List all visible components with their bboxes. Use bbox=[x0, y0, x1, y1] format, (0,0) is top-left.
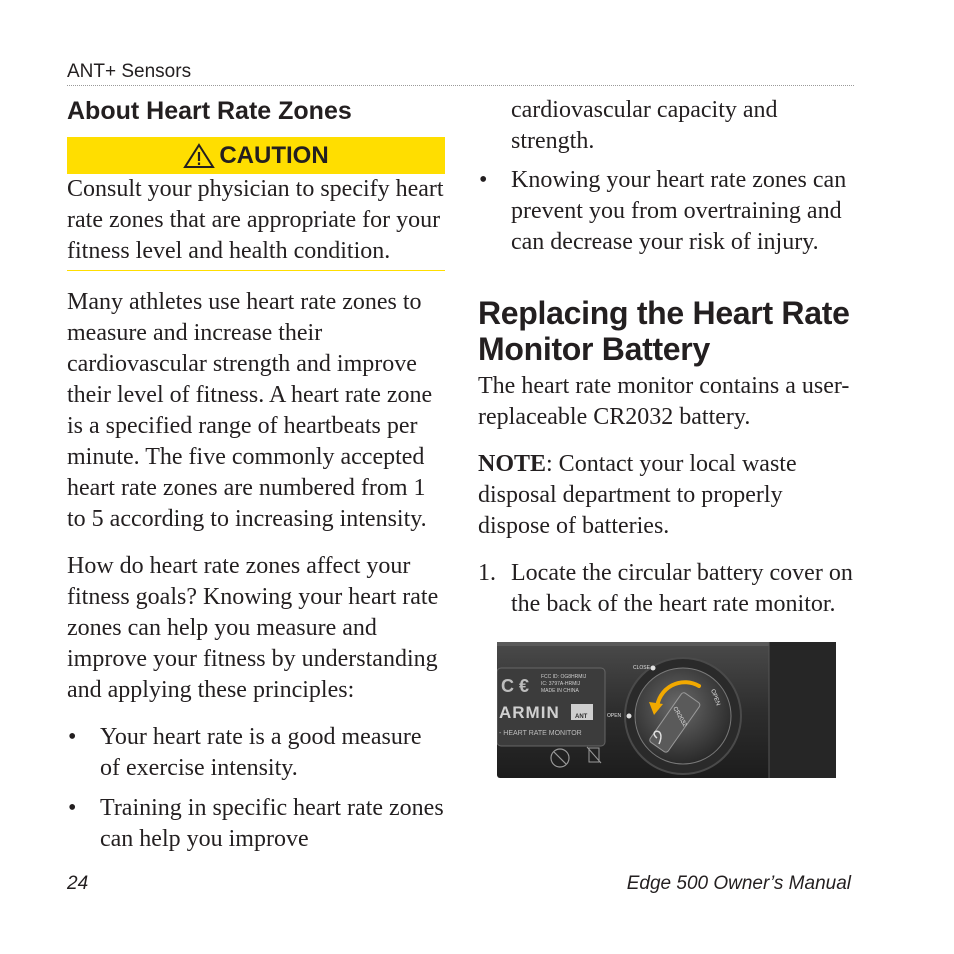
close-label: CLOSE bbox=[633, 665, 650, 671]
section-heading-replacing-battery: Replacing the Heart Rate Monitor Battery bbox=[478, 295, 850, 367]
step-number: 1. bbox=[478, 560, 496, 586]
close-indicator-dot bbox=[651, 666, 656, 671]
list-item-continuation: cardiovascular capacity and strength. bbox=[511, 97, 778, 154]
fcc-line-3: MADE IN CHINA bbox=[541, 688, 579, 694]
paragraph-heart-rate-zones-goals: How do heart rate zones affect your fitness goals? Knowing your heart rate zones can help you measure and improve your fitness by understanding and applying these principles: bbox=[67, 553, 439, 703]
battery-label: CR2032 bbox=[671, 706, 688, 729]
open-arc-label: OPEN bbox=[709, 688, 721, 707]
ant-label: ANT bbox=[575, 714, 588, 720]
manual-title: Edge 500 Owner’s Manual bbox=[626, 873, 851, 894]
step-item bbox=[478, 558, 858, 620]
caution-banner bbox=[67, 137, 445, 174]
step-text: Locate the circular battery cover on the back of the heart rate monitor. bbox=[511, 560, 853, 617]
right-column bbox=[478, 95, 858, 620]
note-paragraph bbox=[478, 449, 858, 542]
bullet-icon: • bbox=[68, 724, 77, 750]
running-header: ANT+ Sensors bbox=[67, 61, 192, 82]
list-item-text: Knowing your heart rate zones can prevent you from overtraining and can decrease your risk of injury. bbox=[511, 167, 847, 255]
paragraph-battery-type: The heart rate monitor contains a user-replaceable CR2032 battery. bbox=[478, 373, 850, 430]
bullet-icon: • bbox=[68, 795, 77, 821]
list-item bbox=[67, 722, 445, 784]
left-column bbox=[67, 95, 445, 864]
fcc-line-1: FCC ID: OG8HRMIJ bbox=[541, 674, 587, 680]
page-number: 24 bbox=[67, 873, 89, 894]
note-label: NOTE bbox=[478, 451, 547, 477]
header-rule bbox=[67, 85, 854, 86]
note-text: : Contact your local waste disposal department to properly dispose of batteries. bbox=[478, 451, 797, 539]
principles-list-continued bbox=[478, 165, 858, 258]
paragraph-heart-rate-zones-intro: Many athletes use heart rate zones to measure and increase their cardiovascular strength and improve their level of fitness. A heart rate zone is a specified range of heartbeats per minute. The five commonly accepted heart rate zones are numbered from 1 to 5 according to increasing intensity. bbox=[67, 289, 433, 532]
strap-end bbox=[769, 642, 836, 778]
list-item-text: Your heart rate is a good measure of exercise intensity. bbox=[100, 724, 422, 781]
warning-triangle-icon bbox=[183, 143, 215, 169]
heart-rate-monitor-illustration bbox=[497, 638, 836, 782]
ce-mark: C € bbox=[501, 676, 530, 696]
list-item-text: Training in specific heart rate zones can help you improve bbox=[100, 795, 444, 852]
fcc-line-2: IC: 3797A-HRMIJ bbox=[541, 681, 581, 687]
open-indicator-dot bbox=[627, 714, 632, 719]
brand-logo: ARMIN bbox=[499, 703, 560, 722]
open-label: OPEN bbox=[607, 713, 622, 719]
list-item bbox=[478, 165, 858, 258]
section-heading-heart-rate-zones: About Heart Rate Zones bbox=[67, 97, 352, 125]
principles-list bbox=[67, 722, 445, 855]
bullet-icon: • bbox=[479, 167, 488, 193]
list-item bbox=[67, 793, 445, 855]
caution-label: CAUTION bbox=[219, 141, 329, 169]
device-label: - HEART RATE MONITOR bbox=[499, 730, 582, 737]
steps-list bbox=[478, 558, 858, 620]
caution-text: Consult your physician to specify heart rate zones that are appropriate for your fitness level and health condition. bbox=[67, 174, 445, 271]
